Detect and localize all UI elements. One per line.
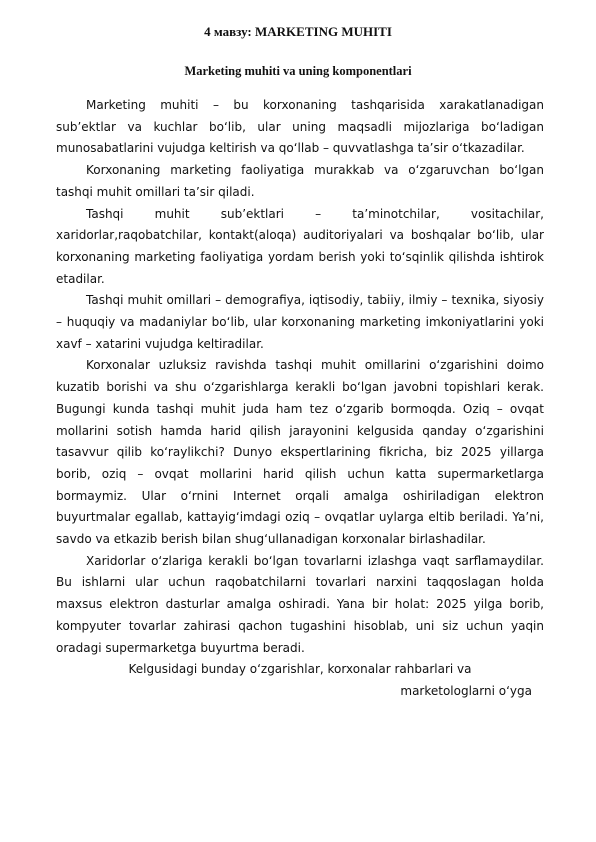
paragraph-definition: Marketing muhiti – bu korxonaning tashqarisida xarakatlanadigan sub’ektlar va kuchlar bo‘lib, ular uning maqsadli mijozlariga bo‘ladigan munosabatlarini vujudga keltirish va qo‘llab – quvvatlashga ta’sir o‘tkazadilar. [56, 98, 544, 156]
paragraph-external-factors: Korxonaning marketing faoliyatiga murakkab va o‘zgaruvchan bo‘lgan tashqi muhit omillari ta’sir qiladi. [56, 163, 544, 199]
paragraph-buyers: Xaridorlar o‘zlariga kerakli bo‘lgan tovarlarni izlashga vaqt sarflamaydilar. Bu ishlarni ular uchun raqobatchilarni tovarlari narxini taqqoslagan holda maxsus elektron dasturlar amalga oshiradi. Yana bir holat: 2025 yilga borib, kompyuter tovarlar zahirasi qachon tugashini hisoblab, uni siz uchun yaqin oradagi supermarketga buyurtma beradi. [56, 553, 544, 655]
section-subtitle: Marketing muhiti va uning komponentlari [184, 64, 412, 78]
page-title: 4 мавзу: MARKETING MUHITI [204, 24, 392, 39]
closing-line-1: Kelgusidagi bunday o‘zgarishlar, korxonalar rahbarlari va [128, 662, 472, 677]
document-body [56, 95, 544, 703]
paragraph-factors: Tashqi muhit omillari – demografiya, iqtisodiy, tabiiy, ilmiy – texnika, siyosiy – huquqiy va madaniylar bo‘lib, ular korxonaning marketing imkoniyatlarini yoki xavf – xatarini vujudga keltiradilar. [56, 293, 544, 351]
closing-line-2: marketologlarni o‘yga [400, 683, 532, 698]
paragraph-subjects: Tashqi muhit sub’ektlari – ta’minotchilar, vositachilar, xaridorlar,raqobatchilar, kontakt(aloqa) auditoriyalari va boshqalar bo‘lib, ular korxonaning marketing faoliyatiga yordam berish yoki to‘sqinlik qilishda ishtirok etadilar. [56, 206, 544, 286]
paragraph-monitoring: Korxonalar uzluksiz ravishda tashqi muhit omillarini o‘zgarishini doimo kuzatib borishi va shu o‘zgarishlarga kerakli bo‘lgan javobni topishlari kerak. Bugungi kunda tashqi muhit juda ham tez o‘zgarib bormoqda. Oziq – ovqat mollarini sotish hamda harid qilish jarayonini kelgusida qanday o‘zgarishini tasavvur qilib ko‘raylikchi? Dunyo ekspertlarining fikricha, biz 2025 yillarga borib, oziq – ovqat mollarini harid qilish uchun katta supermarketlarga bormaymiz. Ular o‘rnini Internet orqali amalga oshiriladigan elektron buyurtmalar egallab, kattayig‘imdagi oziq – ovqatlar uylarga eltib beriladi. Ya’ni, savdo va etkazib berish bilan shug‘ullanadigan korxonalar birlashadilar. [56, 358, 544, 547]
